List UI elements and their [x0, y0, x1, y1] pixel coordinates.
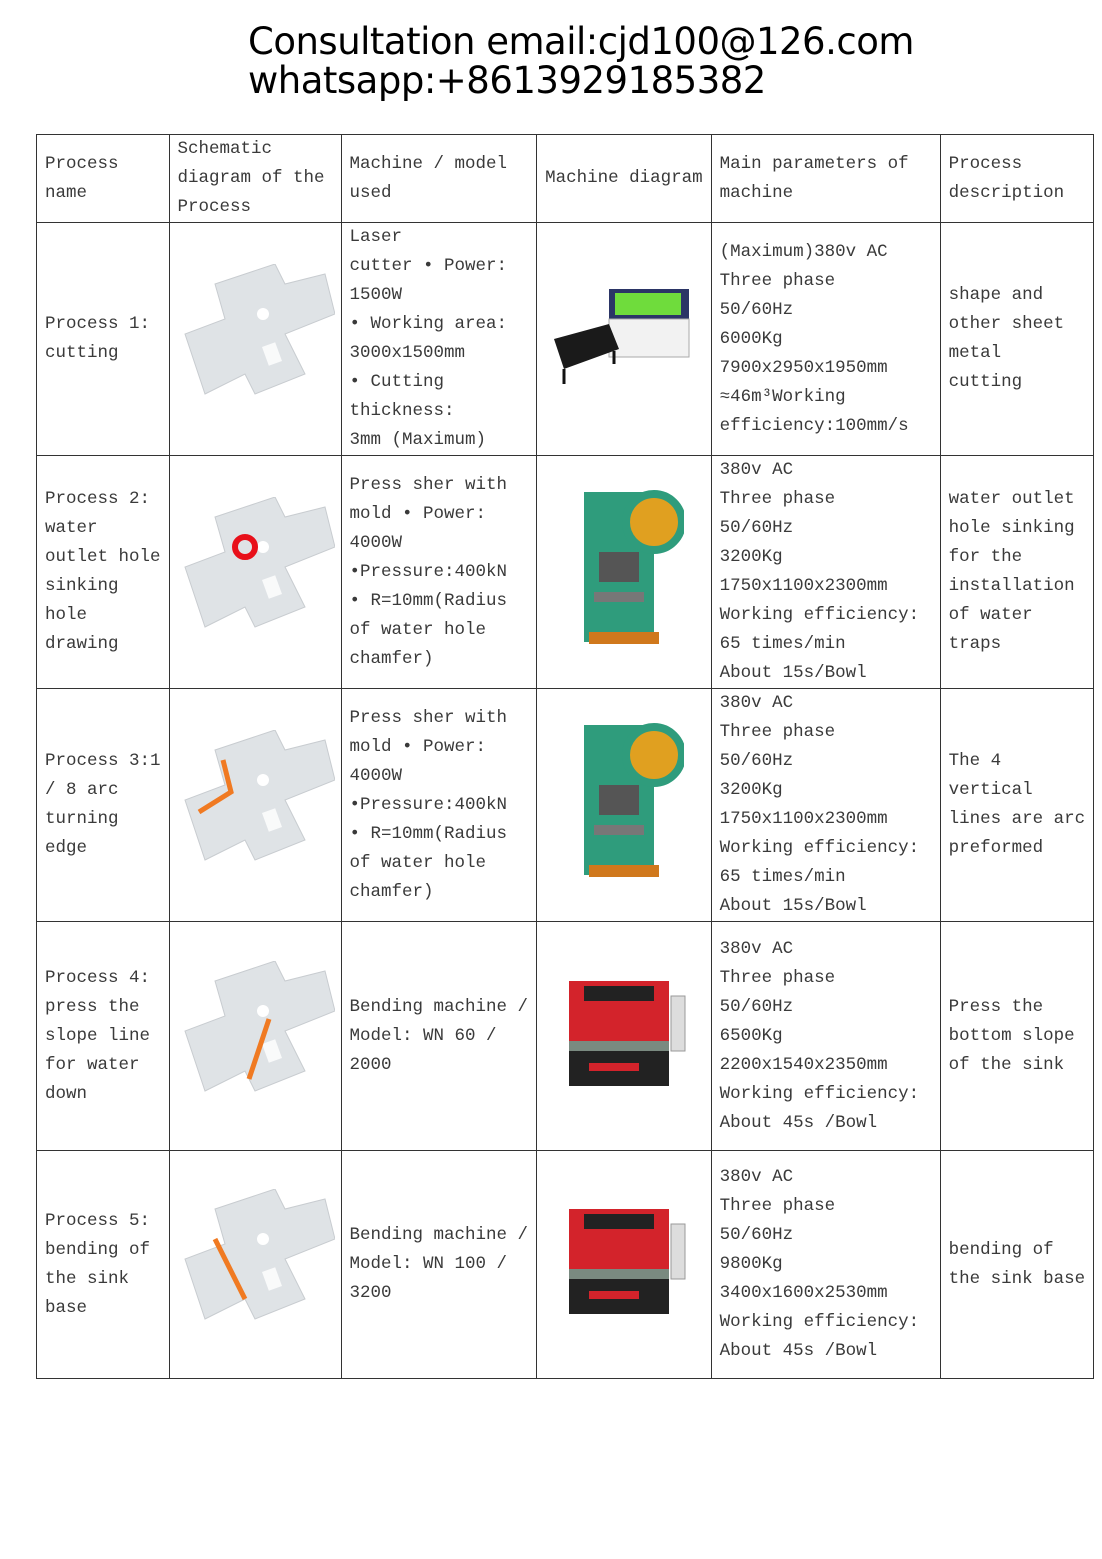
parameter-line: About 45s /Bowl [719, 1341, 878, 1361]
process-name-cell [37, 689, 170, 922]
schematic-cell [169, 456, 341, 689]
machine-model-line: • R=10mm(Radius [349, 823, 508, 844]
parameter-line: Working efficiency: [719, 838, 920, 858]
machine-diagram-cell [537, 223, 712, 456]
description-line: Press the [948, 996, 1044, 1017]
process-name-line: slope line [45, 1025, 151, 1046]
parameter-line: Three phase [719, 967, 836, 988]
press-brake-image [559, 1077, 689, 1097]
table-row [37, 689, 1094, 922]
description-line: cutting [948, 372, 1023, 392]
process-name-line: bending of [45, 1239, 151, 1260]
parameter-line: 380v AC [719, 693, 794, 713]
column-header [537, 135, 712, 223]
machine-model-line: cutter • Power: [349, 256, 508, 276]
machine-model-line: Laser [349, 227, 403, 247]
description-line: lines are arc [948, 809, 1086, 829]
process-name-line: / 8 arc [45, 780, 119, 800]
description-line: traps [948, 634, 1002, 654]
parameter-line: ≈46m³Working [719, 386, 846, 407]
parameter-line: (Maximum)380v AC [719, 241, 888, 262]
column-header [37, 135, 170, 223]
machine-model-line: Press sher with [349, 707, 508, 728]
parameter-line: Working efficiency: [719, 605, 920, 625]
parameter-line: 6000Kg [719, 328, 783, 349]
parameter-line: 6500Kg [719, 1025, 783, 1046]
description-line: bending of [948, 1239, 1054, 1260]
press-brake-image [559, 1305, 689, 1325]
machine-diagram-cell [537, 1151, 712, 1379]
parameter-line: 3200Kg [719, 547, 783, 567]
parameter-line: 380v AC [719, 1167, 794, 1187]
parameter-line: 9800Kg [719, 1254, 783, 1274]
description-line: of water [948, 605, 1033, 625]
header-line: Process [177, 197, 252, 217]
machine-model-line: •Pressure:400kN [349, 561, 508, 582]
parameter-line: 380v AC [719, 460, 794, 480]
parameter-line: 1750x1100x2300mm [719, 809, 888, 829]
parameters-cell [711, 223, 940, 456]
punch-press-image [564, 871, 684, 891]
parameter-line: Working efficiency: [719, 1312, 920, 1332]
parameter-line: 65 times/min [719, 867, 846, 887]
header-line: Machine diagram [545, 168, 703, 188]
machine-model-line: •Pressure:400kN [349, 794, 508, 815]
description-line: the sink base [948, 1268, 1086, 1289]
schematic-diagram [175, 1315, 335, 1335]
parameter-line: Three phase [719, 1196, 836, 1216]
header-line: Schematic [177, 139, 273, 159]
header-line: Machine / model [349, 153, 508, 174]
parameter-line: 3200Kg [719, 780, 783, 800]
header-row [37, 135, 1094, 223]
column-header [341, 135, 537, 223]
parameter-line: 50/60Hz [719, 299, 794, 320]
machine-diagram-cell [537, 456, 712, 689]
parameter-line: Three phase [719, 270, 836, 291]
parameter-line: 380v AC [719, 938, 794, 959]
process-name-line: Process 5: [45, 1210, 151, 1231]
description-line: bottom slope [948, 1025, 1075, 1046]
machine-model-cell [341, 456, 537, 689]
process-name-line: for water [45, 1054, 140, 1075]
header-line: name [45, 182, 88, 203]
header-line: description [948, 182, 1065, 203]
description-line: vertical [948, 780, 1033, 800]
machine-model-line: chamfer) [349, 881, 434, 902]
description-line: hole sinking [948, 518, 1075, 538]
parameter-line: 65 times/min [719, 634, 846, 654]
column-header [169, 135, 341, 223]
process-name-line: turning [45, 809, 119, 829]
process-name-cell [37, 922, 170, 1151]
schematic-diagram [175, 623, 335, 643]
parameter-line: Three phase [719, 489, 836, 509]
description-cell [940, 223, 1094, 456]
machine-model-line: mold • Power: [349, 503, 487, 524]
header-line: machine [719, 182, 794, 203]
machine-model-line: 4000W [349, 532, 403, 553]
description-line: water outlet [948, 489, 1075, 509]
header-line: Process [948, 153, 1023, 174]
machine-model-line: mold • Power: [349, 736, 487, 757]
process-name-line: press the [45, 996, 140, 1017]
machine-model-line: Press sher with [349, 474, 508, 495]
process-name-line: Process 2: [45, 489, 151, 509]
process-name-cell [37, 456, 170, 689]
parameter-line: Three phase [719, 722, 836, 742]
description-line: The 4 [948, 751, 1002, 771]
process-table [36, 134, 1094, 1379]
schematic-cell [169, 922, 341, 1151]
table-row [37, 456, 1094, 689]
process-name-line: sinking [45, 576, 119, 596]
machine-model-cell [341, 922, 537, 1151]
machine-model-cell [341, 689, 537, 922]
machine-model-line: Bending machine / [349, 996, 529, 1017]
schematic-diagram [175, 1087, 335, 1107]
description-line: other sheet [948, 314, 1065, 334]
process-name-cell [37, 223, 170, 456]
consultation-email: Consultation email:cjd100@126.com [248, 20, 914, 63]
description-line: shape and [948, 285, 1044, 305]
description-line: installation [948, 576, 1075, 596]
parameter-line: 50/60Hz [719, 996, 794, 1017]
description-line: preformed [948, 838, 1044, 858]
machine-model-line: Model: WN 100 / [349, 1254, 508, 1274]
table-row [37, 1151, 1094, 1379]
punch-press-image [564, 638, 684, 658]
schematic-diagram [175, 390, 335, 410]
table-row [37, 922, 1094, 1151]
description-line: of the sink [948, 1054, 1065, 1075]
parameters-cell [711, 456, 940, 689]
process-name-line: Process 3:1 [45, 751, 161, 771]
header-line: Main parameters of [719, 153, 909, 174]
parameter-line: About 15s/Bowl [719, 663, 867, 683]
machine-model-line: 2000 [349, 1054, 392, 1075]
parameter-line: 50/60Hz [719, 518, 794, 538]
machine-model-line: of water hole [349, 852, 487, 873]
parameter-line: 3400x1600x2530mm [719, 1283, 888, 1303]
table-row [37, 223, 1094, 456]
machine-model-line: 3200 [349, 1283, 392, 1303]
description-line: for the [948, 547, 1023, 567]
machine-model-line: chamfer) [349, 648, 434, 669]
machine-model-cell [341, 223, 537, 456]
parameters-cell [711, 922, 940, 1151]
parameters-cell [711, 1151, 940, 1379]
parameter-line: 2200x1540x2350mm [719, 1054, 888, 1075]
parameter-line: 7900x2950x1950mm [719, 357, 888, 378]
parameter-line: 1750x1100x2300mm [719, 576, 888, 596]
process-name-line: down [45, 1083, 88, 1104]
parameter-line: 50/60Hz [719, 751, 794, 771]
description-cell [940, 1151, 1094, 1379]
process-name-line: outlet hole [45, 547, 161, 567]
description-cell [940, 689, 1094, 922]
description-line: metal [948, 343, 1002, 363]
header-line: Process [45, 153, 119, 174]
parameter-line: efficiency:100mm/s [719, 415, 909, 436]
schematic-cell [169, 223, 341, 456]
machine-model-line: • Cutting [349, 372, 445, 392]
contact-info [248, 22, 914, 100]
machine-model-line: 3mm (Maximum) [349, 430, 487, 450]
parameter-line: 50/60Hz [719, 1225, 794, 1245]
machine-model-line: 3000x1500mm [349, 343, 466, 363]
column-header [940, 135, 1094, 223]
parameter-line: Working efficiency: [719, 1083, 920, 1104]
process-name-line: cutting [45, 343, 119, 363]
whatsapp-number: whatsapp:+8613929185382 [248, 59, 766, 102]
machine-model-line: thickness: [349, 401, 455, 421]
schematic-cell [169, 689, 341, 922]
schematic-cell [169, 1151, 341, 1379]
machine-model-line: 1500W [349, 285, 403, 305]
parameter-line: About 45s /Bowl [719, 1112, 878, 1133]
machine-diagram-cell [537, 922, 712, 1151]
process-name-line: Process 4: [45, 967, 151, 988]
column-header [711, 135, 940, 223]
process-name-line: hole [45, 605, 88, 625]
process-name-line: water [45, 518, 98, 538]
schematic-diagram [175, 856, 335, 876]
parameter-line: About 15s/Bowl [719, 896, 867, 916]
header-line: diagram of the [177, 168, 325, 188]
machine-model-line: • R=10mm(Radius [349, 590, 508, 611]
process-name-cell [37, 1151, 170, 1379]
description-cell [940, 922, 1094, 1151]
machine-model-line: • Working area: [349, 314, 508, 334]
header-line: used [349, 182, 392, 203]
process-name-line: drawing [45, 634, 119, 654]
description-cell [940, 456, 1094, 689]
machine-model-cell [341, 1151, 537, 1379]
machine-model-line: of water hole [349, 619, 487, 640]
parameters-cell [711, 689, 940, 922]
machine-model-line: 4000W [349, 765, 403, 786]
machine-model-line: Bending machine / [349, 1225, 529, 1245]
process-name-line: Process 1: [45, 314, 151, 334]
machine-model-line: Model: WN 60 / [349, 1025, 497, 1046]
process-name-line: edge [45, 838, 88, 858]
machine-diagram-cell [537, 689, 712, 922]
laser-cutter-image [549, 375, 699, 395]
process-name-line: base [45, 1297, 88, 1318]
process-name-line: the sink [45, 1268, 130, 1289]
